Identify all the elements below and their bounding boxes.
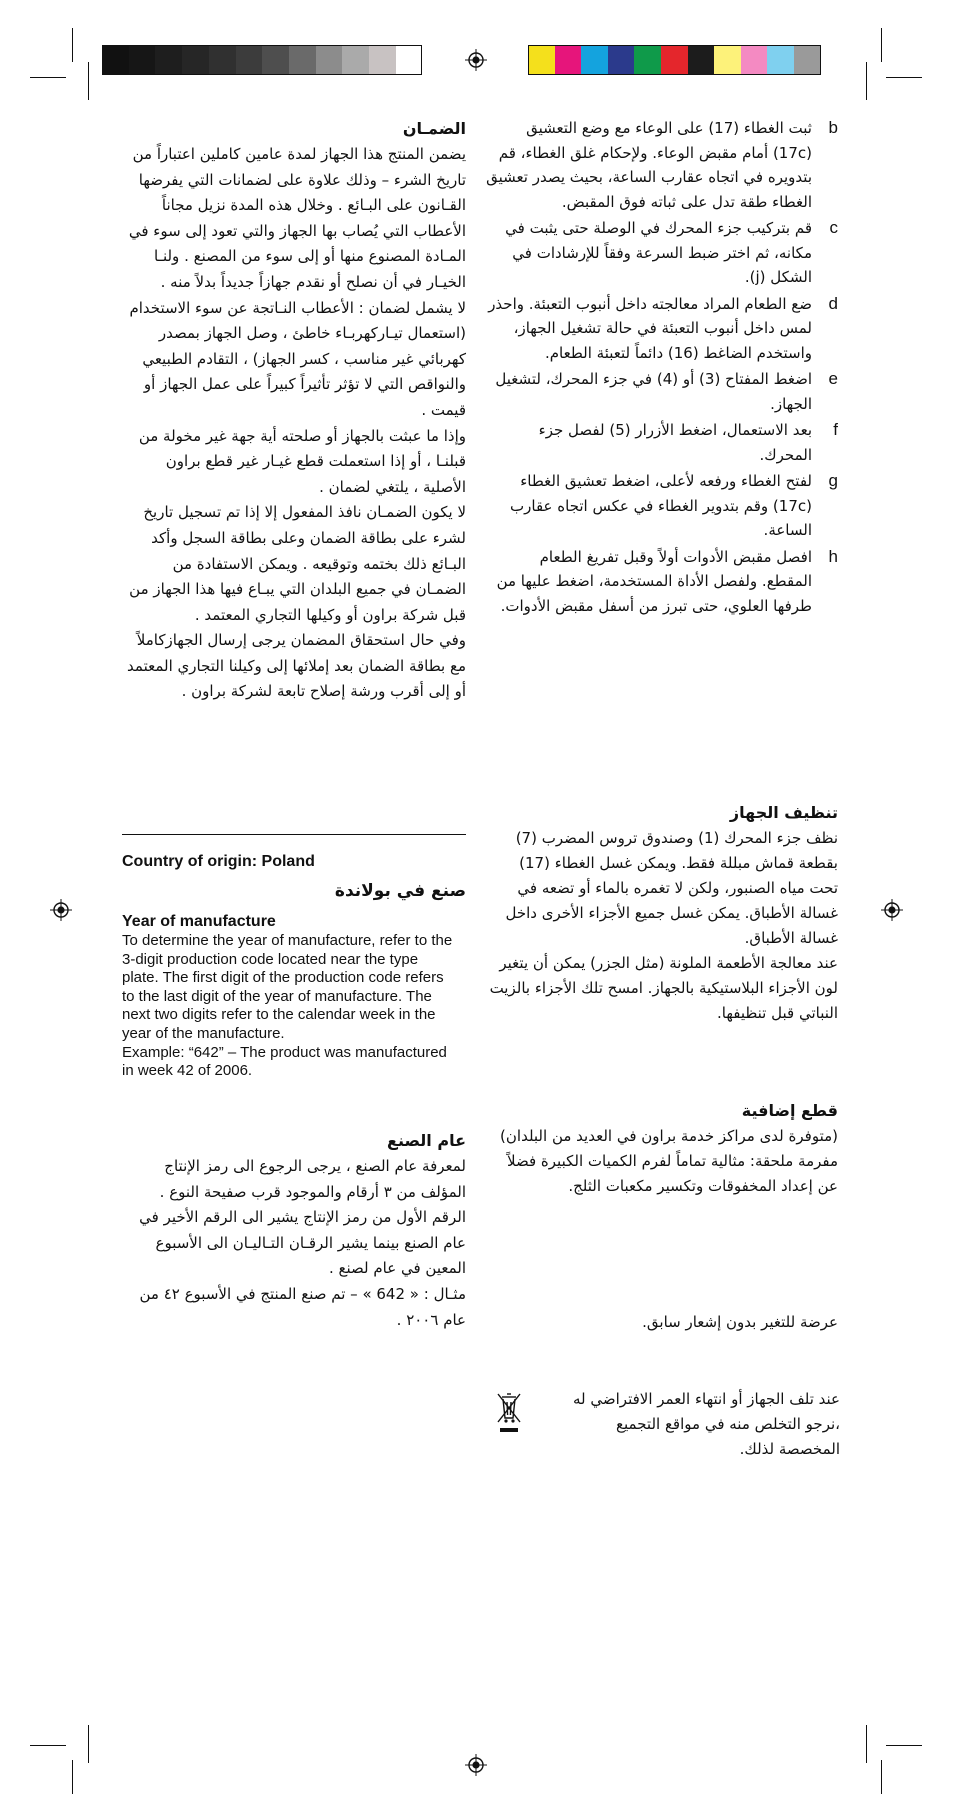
guarantee-section — [122, 116, 466, 705]
step-letter: g — [828, 471, 838, 490]
step-g — [486, 469, 838, 543]
step-letter: d — [828, 293, 838, 313]
registration-mark-icon — [50, 899, 72, 921]
step-letter: e — [828, 369, 838, 388]
cleaning-title: تنظيف الجهاز — [729, 803, 838, 822]
year-of-manufacture-english — [122, 912, 458, 1081]
country-of-origin-arabic: صنع في بولاندة — [334, 881, 466, 901]
spare-parts-section — [486, 1098, 838, 1199]
step-text: افصل مقبض الأدوات أولاً وقبل تفريغ الطعام المقطع. ولفصل الأداة المستخدمة، اضغط عليها من طرفها العلوي، حتى تبرز من أسفل مقبض الأدوات. — [496, 547, 812, 615]
year-example: Example: “642” – The product was manufactured in week 42 of 2006. — [122, 1043, 447, 1080]
step-f — [486, 418, 838, 467]
step-text: ثبت الغطاء (17) على الوعاء مع وضع التعشيق (17c) أمام مقبض الوعاء. ولإحكام غلق الغطاء، قم بتدويره في اتجاه عقارب الساعة، بحيث يصدر تعشيق الغطاء طقة تدل على ثباته فوق المقبض. — [486, 119, 812, 211]
step-c — [486, 216, 838, 290]
cleaning-paragraph: عند معالجة الأطعمة الملونة (مثل الجزر) يمكن أن يتغير لون الأجزاء البلاستيكية بالجهاز. امسح تلك الأجزاء بالزيت النباتي قبل تنظيفها. — [489, 954, 838, 1022]
step-letter: f — [833, 420, 838, 439]
step-letter: b — [828, 118, 838, 137]
guarantee-paragraph: لا يكون الضمـان نافذ المفعول إلا إذا تم تسجيل تاريخ لشرء على بطاقة الضمان وعلى بطاقة السجل وأكد البـائع ذلك بختمه وتوقيعه . ويمكن الاستفادة من الضمـان في جميع البلدان التي يبـاع فيها هذا الجهاز من قبل شركة براون أو وكيلها التجاري المعتمد . — [129, 503, 466, 624]
step-text: لفتح الغطاء ورفعه لأعلى، اضغط تعشيق الغطاء (17c) وقم بتدوير الغطاء في عكس اتجاه عقارب الساعة. — [510, 472, 812, 539]
step-text: اضغط المفتاح (3) أو (4) في جزء المحرك، لتشغيل الجهاز. — [495, 370, 812, 413]
year-example-arabic: مثـال : « 642 » – تم صنع المنتج في الأسبوع ٤٢ من عام ٢٠٠٦ . — [139, 1284, 466, 1329]
cleaning-section — [486, 800, 838, 1026]
step-b — [486, 116, 838, 214]
guarantee-paragraph: يضمن المنتج هذا الجهاز لمدة عامين كاملين اعتباراً من تاريخ الشرء – وذلك علاوة على لضمانات التي يفرضها القـانون على البـائع . وخلال هذه المدة نزيل مجاناً الأعطاب التي يُصاب بها الجهاز والتي تعود إلى سوء في المـادة المصنوع منها أو إلى سوء من المصنع . ولنـا الخيـار في أن نصلح أو نقدم جهازاً جديداً بدلاً منه . — [128, 145, 466, 291]
notice-paragraph: عرضة للتغير بدون إشعار سابق. — [642, 1313, 838, 1331]
step-letter: c — [829, 218, 838, 237]
disposal-text — [560, 1387, 840, 1462]
cleaning-paragraph: نظف جزء المحرك (1) وصندوق تروس المضرب (7) بقطعة قماش مبللة فقط. ويمكن غسل الغطاء (17) تحت مياه الصنبور، ولكن لا تغمره بالماء أو تضعه في غسالة الأطباق. يمكن غسل جميع الأجزاء الأخرى داخل غسالة الأطباق. — [505, 829, 838, 947]
guarantee-paragraph: وإذا ما عبثت بالجهاز أو صلحته أية جهة غير مخولة من قبلنـا ، أو إذا استعملت قطع غيـار غير قطع براون الأصلية ، يلتغي لضمان . — [138, 426, 466, 496]
steps-list — [486, 116, 838, 618]
gray-bar-frame — [102, 45, 422, 75]
year-paragraph: To determine the year of manufacture, refer to the 3-digit production code located near the type plate. The first digit of the production code refers to the last digit of the year of manufacture. The next two digits refer to the calendar week in the year of the manufacture. — [122, 932, 453, 1042]
section-divider — [122, 834, 466, 835]
spare-parts-paragraph: مفرمة ملحقة: مثالية تماماً لفرم الكميات الكبيرة فضلاً عن إعداد المخفوقات وتكسير مكعبات الثلج. — [507, 1152, 838, 1195]
country-of-origin: Country of origin: Poland — [122, 853, 315, 870]
step-text: ضع الطعام المراد معالجته داخل أنبوب التعبئة. واحذر لمس داخل أنبوب التعبئة في حالة تشغيل الجهاز، واستخدم الضاغط (16) دائماً لتعبئة الطعام. — [488, 294, 812, 362]
year-paragraph-arabic: لمعرفة عام الصنع ، يرجى الرجوع الى رمز الإنتاج المؤلف من ٣ أرقام والموجود قرب صفيحة النوع . الرقم الأول من رمز الإنتاج يشير الى الرقم الأخير في عام الصنع بينما يشير الرقـان التـاليـان الى الأسبوع المعين في عام لصنع . — [139, 1157, 466, 1278]
guarantee-paragraph: لا يشمل لضمان : الأعطاب النـاتجة عن سوء الاستخدام (استعمال تيـاركهربـاء خاطئ ، وصل الجهاز بمصدر كهربائي غير مناسب ، كسر الجهاز) ، التقادم الطبيعي والنواقص التي لا تؤثر تأثيراً كبيراً على عمل الجهاز أو قيمت . — [129, 298, 466, 419]
step-letter: h — [828, 546, 838, 566]
color-bar-frame — [528, 45, 821, 75]
registration-mark-icon — [881, 899, 903, 921]
year-title-arabic: عام الصنع — [387, 1131, 466, 1150]
notice-text — [486, 1310, 838, 1335]
step-d — [486, 292, 838, 366]
guarantee-paragraph: وفي حال استحقاق المضمان يرجى إرسال الجهازكاملاً مع بطاقة الضمان بعد إملائها إلى وكيلنا التجاري المعتمد أو إلى أقرب ورشة إصلاح تابعة لشركة براون . — [127, 631, 466, 701]
step-text: بعد الاستعمال، اضغط الأزرار (5) لفصل جزء المحرك. — [538, 421, 812, 464]
crossed-bin-icon — [494, 1390, 524, 1436]
step-h — [486, 545, 838, 619]
registration-mark-icon — [465, 49, 487, 71]
spare-parts-title: قطع إضافية — [741, 1101, 838, 1120]
spare-parts-paragraph: (متوفرة لدى مراكز خدمة براون في العديد من البلدان) — [500, 1127, 838, 1145]
disposal-paragraph: عند تلف الجهاز أو انتهاء العمر الافتراضي له ،نرجو التخلص منه في مواقع التجميع المخصصة لذلك. — [573, 1390, 840, 1458]
step-text: قم بتركيب جزء المحرك في الوصلة حتى يثبت في مكانه، ثم اختر ضبط السرعة وفقاً للإرشادات في الشكل (j). — [505, 219, 812, 286]
year-of-manufacture-arabic — [122, 1128, 466, 1333]
year-of-manufacture-title: Year of manufacture — [122, 913, 276, 930]
registration-mark-icon — [465, 1754, 487, 1776]
step-e — [486, 367, 838, 416]
guarantee-title: الضمـان — [402, 119, 466, 138]
instructions-column — [486, 116, 838, 618]
